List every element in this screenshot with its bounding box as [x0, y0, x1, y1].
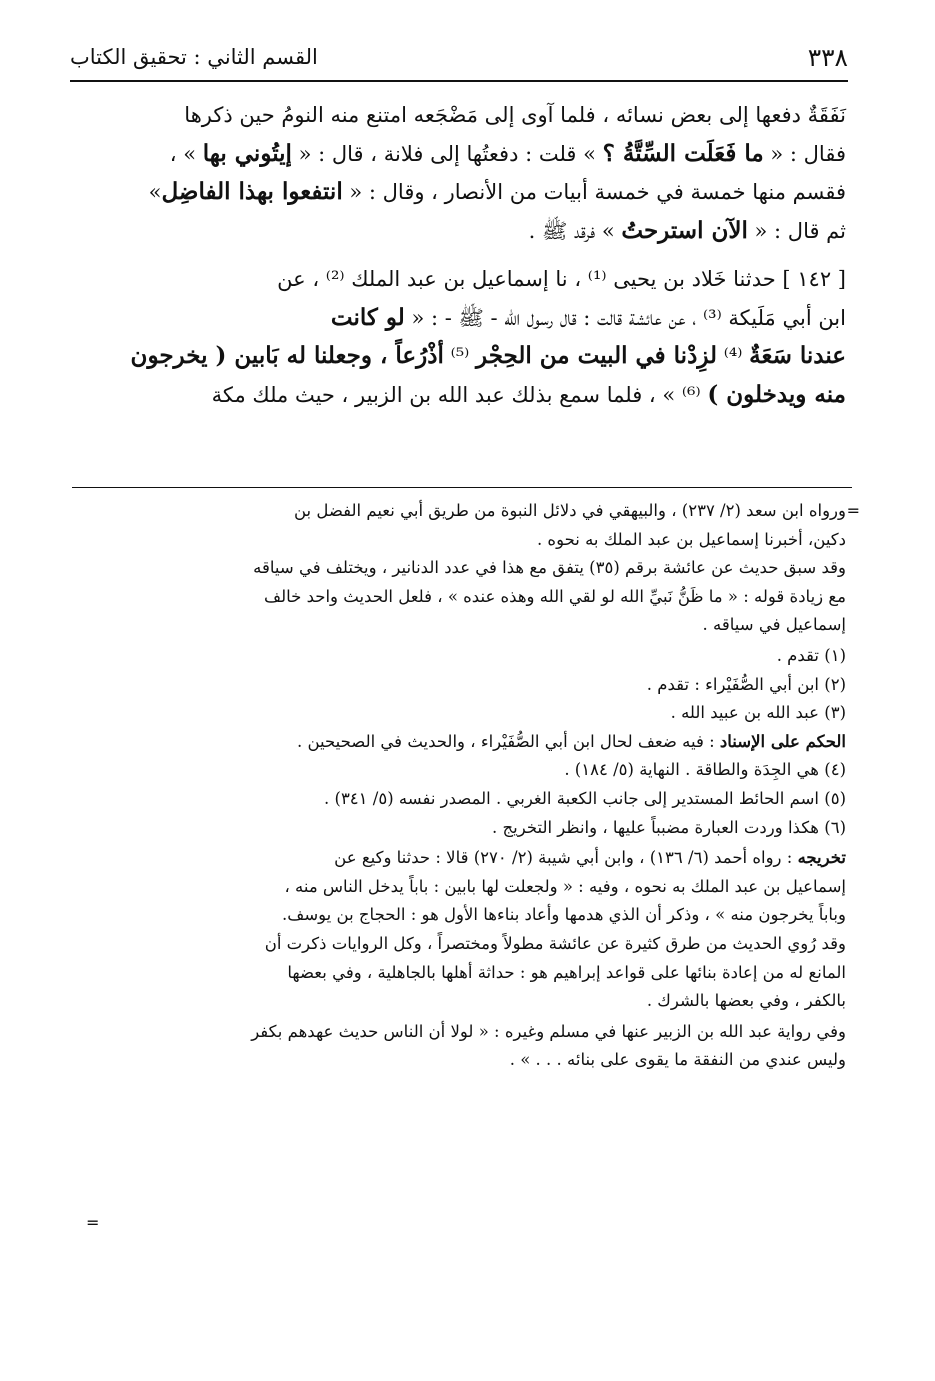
text-span: (٦) هكذا وردت العبارة مضبباً عليها ، وانظر التخريج .	[491, 817, 846, 837]
text-span: (٣) عبد الله بن عبيد الله .	[670, 703, 846, 723]
takhrij-line	[76, 901, 846, 930]
footnote-ref: ⁽⁵⁾	[443, 344, 476, 368]
footnote-6	[76, 814, 846, 843]
footnote-4	[76, 756, 846, 785]
text-span: إسماعيل بن عبد الملك به نحوه ، وفيه : « ولجعلت لها بابين : باباً يدخل الناس منه ،	[284, 876, 846, 896]
text-span: فقسم منها خمسة في خمسة أبيات من الأنصار ، وقال : «	[342, 180, 846, 204]
text-span: (٢) ابن أبي الصُّفَيْراء : تقدم .	[646, 674, 846, 694]
takhrij-line	[76, 959, 846, 988]
footnote-1	[76, 642, 846, 671]
text-span: بالكفر ، وفي بعضها بالشرك .	[646, 991, 846, 1011]
text-span: ابن أبي مَلَيكة ⁽³⁾ ، عن عائشة قالت : قال رسول الله - ﷺ - : «	[404, 305, 846, 330]
text-span: وليس عندي من النفقة ما يقوى على بنائه . . . » .	[509, 1050, 846, 1070]
hadith-line	[76, 337, 846, 376]
text-span: وقد سبق حديث عن عائشة برقم (٣٥) يتفق مع هذا في عدد الدنانير ، ويختلف في سياقه	[253, 558, 846, 578]
text-span: »	[148, 180, 162, 204]
text-span: ورواه ابن سعد (٢/ ٢٣٧) ، والبيهقي في دلائل النبوة من طريق أبي نعيم الفضل بن	[293, 501, 846, 520]
footnotes	[76, 497, 860, 1075]
text-span: ⁽⁶⁾ » ، فلما سمع بذلك عبد الله بن الزبير ، حيث ملك مكة	[211, 382, 708, 407]
text-span: » قلت : دفعتُها إلى فلانة ، قال : «	[291, 141, 603, 166]
takhrij-line	[76, 1046, 846, 1075]
text-span: ثم قال : «	[747, 218, 846, 243]
page-number: ٣٣٨	[807, 42, 848, 72]
prophetic-quote: انتفعوا بهذا الفاضِل	[161, 178, 343, 205]
text-span: وفي رواية عبد الله بن الزبير عنها في مسلم وغيره : « لولا أن الناس حديث عهدهم بكفر	[251, 1021, 846, 1041]
main-line	[76, 212, 846, 251]
running-title: القسم الثاني : تحقيق الكتاب	[70, 45, 318, 69]
note-line	[76, 526, 846, 555]
main-line	[76, 173, 846, 212]
takhrij-label: تخريجه	[797, 848, 846, 868]
text-span: وقد رُوي الحديث من طرق كثيرة عن عائشة مطولاً ومختصراً ، وكل الروايات ذكرت أن	[264, 933, 846, 953]
text-span: نَفَقَةٌ دفعها إلى بعض نسائه ، فلما آوى إلى مَضْجَعه امتنع منه النومُ حين ذكرها	[184, 103, 846, 127]
note-line	[76, 583, 846, 612]
text-span: (٤) هي الجِدَة والطاقة . النهاية (٥/ ١٨٤) .	[564, 760, 846, 780]
takhrij-line	[76, 930, 846, 959]
prophetic-quote: عندنا سَعَةٌ	[749, 342, 846, 369]
text-span: (١) تقدم .	[776, 645, 846, 665]
prophetic-quote: إيتُوني بها	[202, 139, 292, 167]
text-span: : فيه ضعف لحال ابن أبي الصُّفَيْراء ، والحديث في الصحيحين .	[296, 731, 720, 751]
text-span: » فرقد ﷺ .	[528, 218, 622, 243]
continuation-mark-end: =	[86, 1213, 100, 1232]
prophetic-quote: الآن استرحتُ	[621, 216, 748, 244]
note-line	[76, 611, 846, 640]
text-span: فقال : «	[763, 141, 846, 166]
isnad-ruling	[76, 728, 846, 757]
text-span: » ،	[169, 141, 203, 166]
takhrij-line	[76, 1018, 846, 1047]
page-header	[70, 40, 848, 74]
prophetic-quote: ما فَعَلَت السِّتَّةُ ؟	[602, 139, 764, 167]
text-span: (٥) اسم الحائط المستدير إلى جانب الكعبة الغربي . المصدر نفسه (٥/ ٣٤١) .	[324, 788, 846, 808]
text-span: مع زيادة قوله : « ما ظَنُّ نَبيِّ الله لو لقي الله وهذه عنده » ، فلعل الحديث واحد خالف	[264, 586, 846, 606]
takhrij-line	[76, 987, 846, 1016]
hadith-line	[76, 299, 846, 338]
text-span: المانع له من إعادة بنائها على قواعد إبراهيم هو : حداثة أهلها بالجاهلية ، وفي بعضها	[287, 962, 846, 982]
main-line	[76, 96, 846, 135]
note-line	[76, 554, 846, 583]
footnote-5	[76, 785, 846, 814]
footnote-rule	[72, 487, 852, 488]
prophetic-quote: لزِدْنا في البيت من الحِجْر	[476, 342, 718, 369]
note-line	[76, 497, 860, 526]
text-span: : رواه أحمد (٦/ ١٣٦) ، وابن أبي شيبة (٢/ ٢٧٠) قالا : حدثنا وكيع عن	[334, 848, 798, 868]
continuation-mark: =	[846, 501, 860, 520]
main-text	[76, 96, 846, 414]
footnote-ref: ⁽⁴⁾	[717, 344, 750, 368]
footnote-3	[76, 699, 846, 728]
footnote-2	[76, 671, 846, 700]
prophetic-quote: منه ويدخلون )	[707, 380, 846, 408]
header-rule	[70, 80, 848, 82]
isnad-ruling-label: الحكم على الإسناد	[719, 731, 846, 751]
prophetic-quote: لو كانت	[330, 303, 405, 331]
takhrij-line	[76, 844, 846, 873]
main-line	[76, 135, 846, 174]
text-span: [ ١٤٢ ] حدثنا خَلاد بن يحيى ⁽¹⁾ ، نا إسماعيل بن عبد الملك ⁽²⁾ ، عن	[277, 267, 846, 291]
text-span: إسماعيل في سياقه .	[702, 615, 846, 635]
text-span: وباباً يخرجون منه » ، وذكر أن الذي هدمها وأعاد بناءها الأول هو : الحجاج بن يوسف.	[282, 905, 846, 925]
hadith-line	[76, 260, 846, 299]
takhrij-line	[76, 873, 846, 902]
hadith-line	[76, 376, 846, 415]
prophetic-quote: أذْرُعاً ، وجعلنا له بَابين ( يخرجون	[130, 342, 444, 369]
text-span: دكين، أخبرنا إسماعيل بن عبد الملك به نحوه .	[536, 529, 846, 549]
